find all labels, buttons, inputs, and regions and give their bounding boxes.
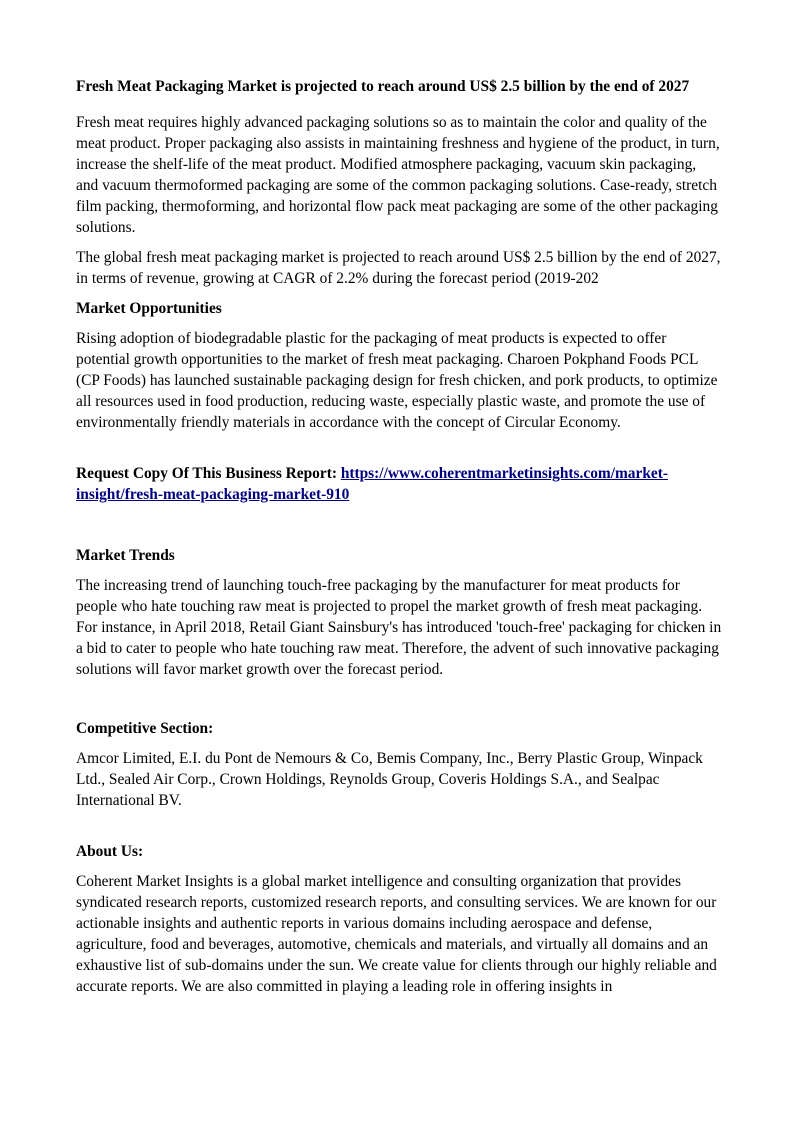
document-page: [76, 76, 722, 1006]
competitive-heading: Competitive Section:: [76, 720, 214, 737]
trends-body: The increasing trend of launching touch-free packaging by the manufacturer for meat products for people who hate touching raw meat is projected to propel the market growth of fresh meat packaging. For instance, in April 2018, Retail Giant Sainsbury's has introduced 'touch-free' packaging for chicken in a bid to cater to people who hate touching raw meat. Therefore, the advent of such innovative packaging solutions will favor market growth over the forecast period.: [76, 577, 722, 678]
request-copy-line: [76, 463, 722, 505]
about-body: Coherent Market Insights is a global market intelligence and consulting organization that provides syndicated research reports, customized research reports, and consulting services. We are known for our actionable insights and authentic reports in various domains including aerospace and defense, agriculture, food and beverages, automotive, chemicals and materials, and virtually all domains and an exhaustive list of sub-domains under the sun. We create value for clients through our highly reliable and accurate reports. We are also committed in playing a leading role in offering insights in: [76, 873, 717, 995]
opportunities-heading: Market Opportunities: [76, 300, 222, 317]
trends-heading: Market Trends: [76, 547, 175, 564]
document-title: Fresh Meat Packaging Market is projected to reach around US$ 2.5 billion by the end of 2027: [76, 78, 690, 95]
intro-paragraph: Fresh meat requires highly advanced packaging solutions so as to maintain the color and quality of the meat product. Proper packaging also assists in maintaining freshness and hygiene of the product, in turn, increase the shelf-life of the meat product. Modified atmosphere packaging, vacuum skin packaging, and vacuum thermoformed packaging are some of the common packaging solutions. Case-ready, stretch film packing, thermoforming, and horizontal flow pack meat packaging are some of the other packaging solutions.: [76, 114, 720, 236]
competitive-body: Amcor Limited, E.I. du Pont de Nemours & Co, Bemis Company, Inc., Berry Plastic Group, Winpack Ltd., Sealed Air Corp., Crown Holdings, Reynolds Group, Coveris Holdings S.A., and Sealpac International BV.: [76, 750, 703, 809]
about-heading: About Us:: [76, 843, 144, 860]
report-link[interactable]: https://www.coherentmarketinsights.com/market-insight/fresh-meat-packaging-market-910: [76, 465, 668, 503]
request-copy-label: Request Copy Of This Business Report:: [76, 465, 341, 482]
forecast-paragraph: The global fresh meat packaging market is projected to reach around US$ 2.5 billion by the end of 2027, in terms of revenue, growing at CAGR of 2.2% during the forecast period (2019-202: [76, 249, 721, 287]
opportunities-body: Rising adoption of biodegradable plastic for the packaging of meat products is expected to offer potential growth opportunities to the market of fresh meat packaging. Charoen Pokphand Foods PCL (CP Foods) has launched sustainable packaging design for fresh chicken, and pork products, to optimize all resources used in food production, reducing waste, especially plastic waste, and promote the use of environmentally friendly materials in accordance with the concept of Circular Economy.: [76, 330, 718, 431]
